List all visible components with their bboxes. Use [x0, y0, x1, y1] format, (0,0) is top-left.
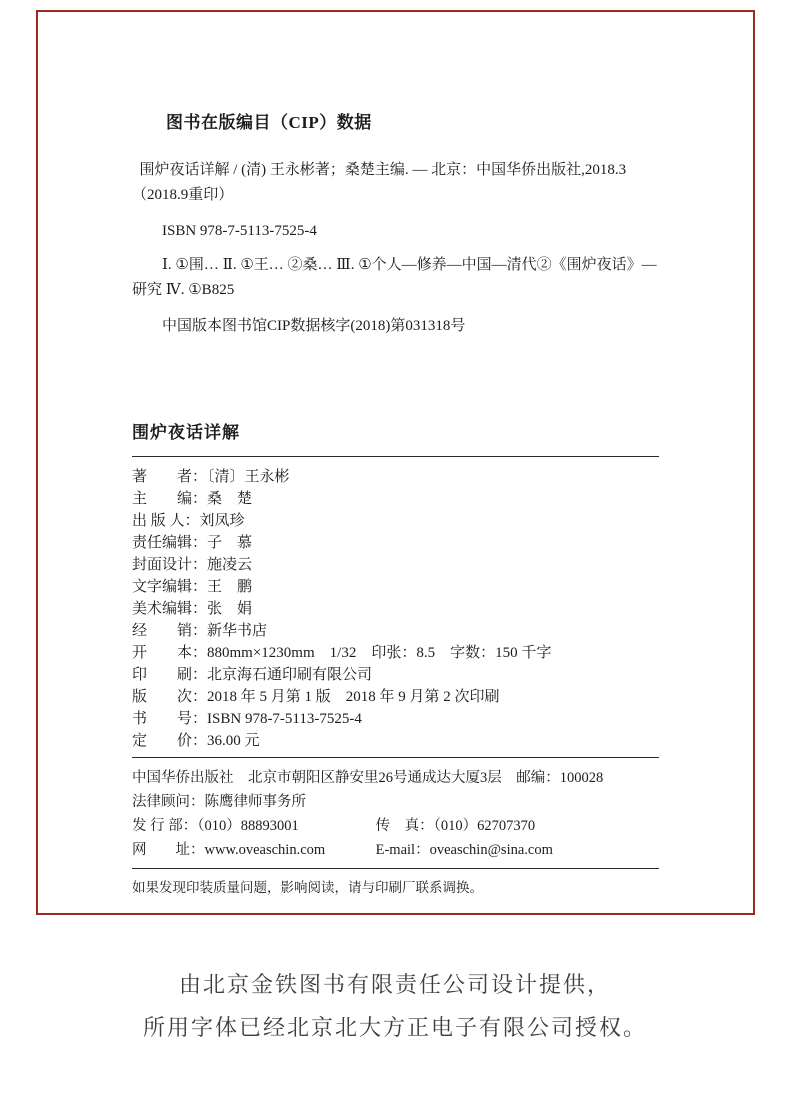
web-email-line [132, 838, 659, 862]
quality-notice-section [132, 868, 659, 898]
detail-value: 〔清〕王永彬 [207, 469, 290, 485]
fax-pair [376, 818, 536, 834]
email-label: E-mail： [375, 842, 430, 858]
legal-counsel-line [132, 790, 659, 814]
detail-label: 文字编辑： [132, 579, 208, 595]
detail-value: 子 慕 [207, 535, 253, 551]
detail-label: 定 价： [132, 733, 208, 749]
distribution-phone: （010）88893001 [197, 818, 299, 834]
detail-value: 王 鹏 [207, 579, 253, 595]
detail-value: 2018 年 5 月第 1 版 2018 年 9 月第 2 次印刷 [207, 689, 500, 705]
detail-row-price [132, 730, 659, 752]
cip-registry-number: 中国版本图书馆CIP数据核字(2018)第031318号 [162, 318, 466, 334]
detail-value: 新华书店 [207, 623, 268, 639]
cip-description: 围炉夜话详解 / (清) 王永彬著；桑楚主编. — 北京：中国华侨出版社,2018.3（2018.9重印） [132, 162, 627, 203]
legal-label: 法律顾问： [132, 794, 205, 810]
detail-value: 北京海石通印刷有限公司 [207, 667, 373, 683]
distribution-pair [132, 814, 372, 838]
book-title: 围炉夜话详解 [132, 421, 659, 457]
detail-row-isbn [132, 708, 659, 730]
detail-label: 封面设计： [132, 557, 208, 573]
content-border-box [36, 10, 755, 915]
cip-isbn: ISBN 978-7-5113-7525-4 [162, 223, 317, 239]
distribution-label: 发 行 部： [132, 818, 198, 834]
design-credit-line2: 所用字体已经北京北大方正电子有限公司授权。 [142, 1015, 647, 1040]
detail-row-format [132, 642, 659, 664]
fax-number: （010）62707370 [433, 818, 536, 834]
publisher-address-line: 中国华侨出版社 北京市朝阳区静安里26号通成达大厦3层 邮编：100028 [132, 770, 604, 786]
detail-row-responsible-editor [132, 532, 659, 554]
website-label: 网 址： [132, 842, 205, 858]
legal-value: 陈鹰律师事务所 [204, 794, 306, 810]
detail-row-cover-design [132, 554, 659, 576]
detail-value: 36.00 元 [207, 733, 260, 749]
detail-label: 经 销： [132, 623, 208, 639]
detail-value: 桑 楚 [207, 491, 253, 507]
design-credit [0, 963, 790, 1049]
detail-label: 书 号： [132, 711, 208, 727]
publication-details [132, 466, 659, 752]
detail-value: ISBN 978-7-5113-7525-4 [207, 711, 362, 727]
cip-heading: 图书在版编目（CIP）数据 [166, 113, 372, 132]
detail-row-author [132, 466, 659, 488]
detail-label: 版 次： [132, 689, 208, 705]
quality-notice-text: 如果发现印装质量问题，影响阅读，请与印刷厂联系调换。 [132, 880, 483, 895]
website-pair [132, 838, 372, 862]
colophon-section [132, 421, 659, 752]
detail-label: 主 编： [132, 491, 208, 507]
detail-label: 出 版 人： [132, 513, 200, 529]
design-credit-line1: 由北京金铁图书有限责任公司设计提供， [178, 972, 611, 997]
website-url: www.oveaschin.com [204, 842, 326, 858]
publisher-contact-section [132, 757, 659, 862]
detail-label: 印 刷： [132, 667, 208, 683]
detail-label: 著 者： [132, 469, 208, 485]
detail-value: 张 娟 [207, 601, 253, 617]
detail-row-publisher [132, 510, 659, 532]
detail-label: 开 本： [132, 645, 208, 661]
detail-value: 880mm×1230mm 1/32 印张：8.5 字数：150 千字 [207, 645, 552, 661]
detail-row-art-editor [132, 598, 659, 620]
cip-section [132, 112, 659, 337]
detail-row-text-editor [132, 576, 659, 598]
detail-row-edition [132, 686, 659, 708]
page-content [38, 12, 753, 913]
detail-label: 责任编辑： [132, 535, 208, 551]
fax-label: 传 真： [375, 818, 434, 834]
detail-row-chief-editor [132, 488, 659, 510]
email-pair [376, 842, 553, 858]
detail-label: 美术编辑： [132, 601, 208, 617]
email-address: oveaschin@sina.com [429, 842, 553, 858]
detail-value: 刘凤珍 [199, 513, 245, 529]
detail-row-distribution [132, 620, 659, 642]
distribution-fax-line [132, 814, 659, 838]
detail-value: 施凌云 [207, 557, 253, 573]
detail-row-printing [132, 664, 659, 686]
cip-classification: Ⅰ. ①围… Ⅱ. ①王… ②桑… Ⅲ. ①个人—修养—中国—清代②《围炉夜话》—研究 Ⅳ. ①B825 [132, 257, 657, 298]
